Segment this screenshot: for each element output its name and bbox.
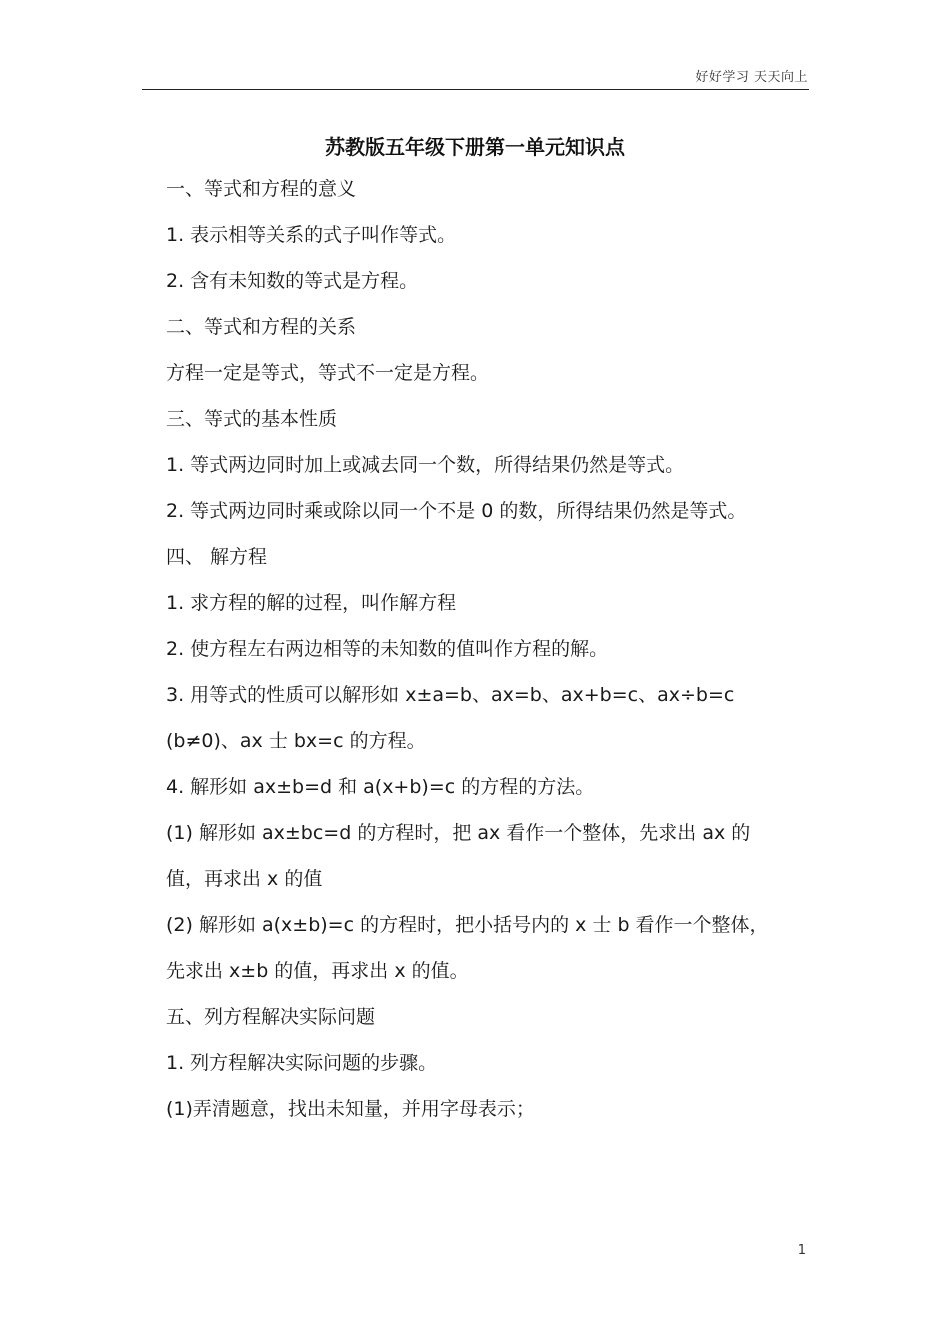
body-line: 方程一定是等式，等式不一定是方程。 (166, 362, 490, 384)
section-heading-3: 三、等式的基本性质 (166, 408, 338, 430)
section-heading-2: 二、等式和方程的关系 (166, 316, 357, 338)
body-line: 1. 表示相等关系的式子叫作等式。 (166, 224, 457, 246)
page-number: 1 (797, 1243, 806, 1258)
section-heading-5: 五、列方程解决实际问题 (166, 1006, 376, 1028)
body-line: 1. 求方程的解的过程，叫作解方程 (166, 592, 457, 614)
body-line: 2. 使方程左右两边相等的未知数的值叫作方程的解。 (166, 638, 609, 660)
body-line: 3. 用等式的性质可以解形如 x±a=b、ax=b、ax+b=c、ax÷b=c (166, 684, 735, 706)
body-line: (1) 解形如 ax±bc=d 的方程时，把 ax 看作一个整体，先求出 ax 的 (166, 822, 751, 844)
section-heading-1: 一、等式和方程的意义 (166, 178, 357, 200)
document-body (166, 170, 806, 1136)
body-line: 2. 含有未知数的等式是方程。 (166, 270, 419, 292)
section-heading-4: 四、 解方程 (166, 546, 268, 568)
body-line: 先求出 x±b 的值，再求出 x 的值。 (166, 960, 469, 982)
body-line: (1)弄清题意，找出未知量，并用字母表示； (166, 1098, 535, 1120)
header-divider (142, 89, 809, 90)
body-line: (2) 解形如 a(x±b)=c 的方程时，把小括号内的 x 士 b 看作一个整体， (166, 914, 769, 936)
body-line: 2. 等式两边同时乘或除以同一个不是 0 的数，所得结果仍然是等式。 (166, 500, 747, 522)
document-title: 苏教版五年级下册第一单元知识点 (325, 135, 625, 159)
header-motto: 好好学习 天天向上 (695, 70, 808, 85)
body-line: 值，再求出 x 的值 (166, 868, 323, 890)
body-line: 4. 解形如 ax±b=d 和 a(x+b)=c 的方程的方法。 (166, 776, 595, 798)
body-line: 1. 列方程解决实际问题的步骤。 (166, 1052, 438, 1074)
body-line: (b≠0)、ax 士 bx=c 的方程。 (166, 730, 426, 752)
body-line: 1. 等式两边同时加上或减去同一个数，所得结果仍然是等式。 (166, 454, 685, 476)
